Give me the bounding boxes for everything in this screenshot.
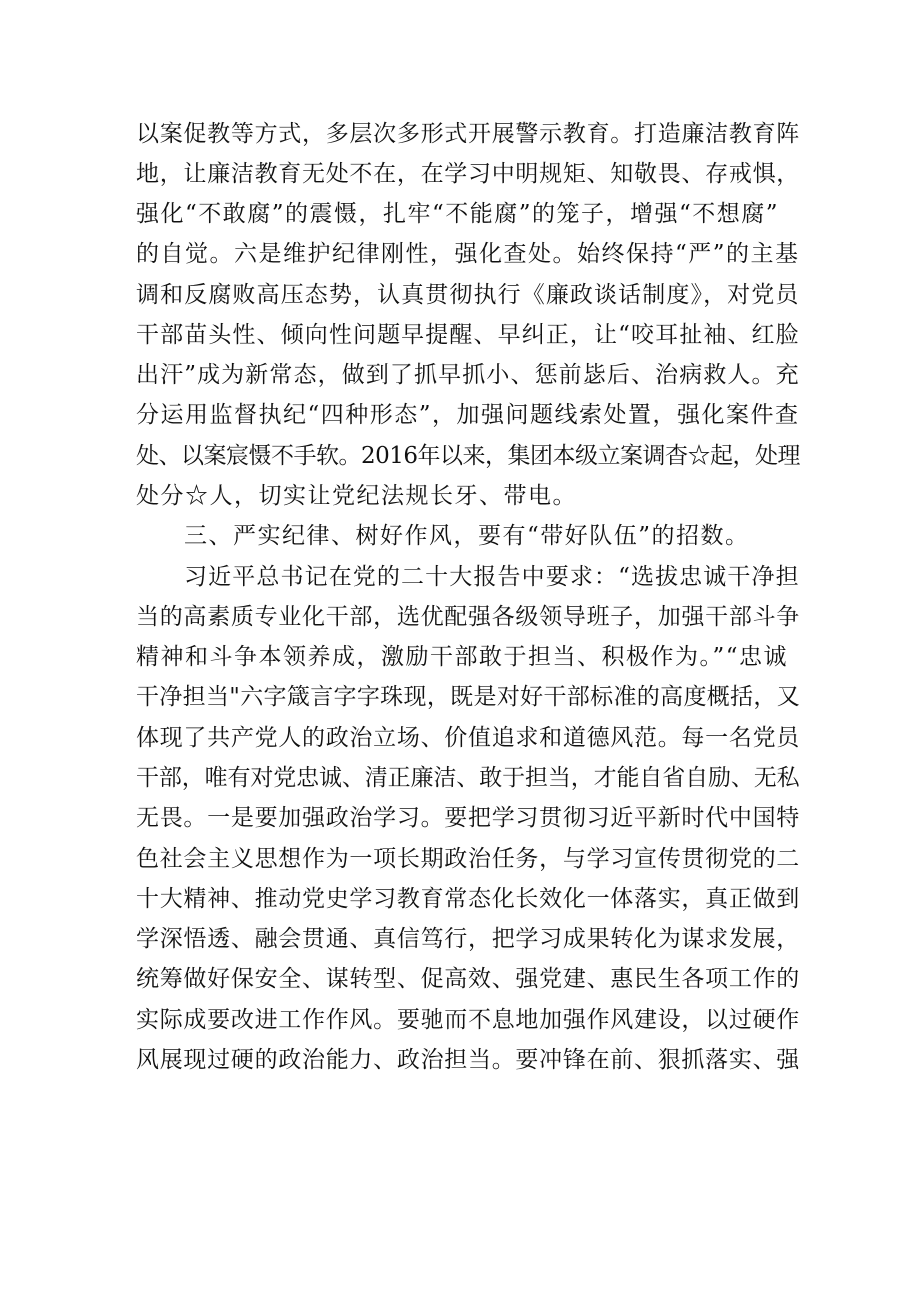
text-line: 的自觉。六是维护纪律刚性，强化查处。始终保持“严”的主基 (136, 241, 800, 267)
text-line: 实际成要改进工作作风。要驰而不息地加强作风建设，以过硬作 (136, 1007, 800, 1033)
text-line: 体现了共产党人的政治立场、价值追求和道德风范。每一名党员 (136, 725, 800, 751)
text-line: 统筹做好保安全、谋转型、促高效、强党建、惠民生各项工作的 (136, 966, 800, 992)
text-line: 色社会主义思想作为一项长期政治任务，与学习宣传贯彻党的二 (136, 846, 800, 872)
text-line: 无畏。一是要加强政治学习。要把学习贯彻习近平新时代中国特 (136, 805, 800, 831)
text-line: 风展现过硬的政治能力、政治担当。要冲锋在前、狠抓落实、强 (136, 1047, 800, 1073)
text-line: 学深悟透、融会贯通、真信笃行，把学习成果转化为谋求发展， (136, 926, 800, 952)
text-line: 当的高素质专业化干部，选优配强各级领导班子，加强干部斗争 (136, 604, 800, 630)
text-line: 处分☆人，切实让党纪法规长牙、带电。 (136, 483, 577, 509)
text-line: 干部，唯有对党忠诚、清正廉洁、敢于担当，才能自省自励、无私 (136, 765, 800, 791)
text-line: 调和反腐败高压态势，认真贯彻执行《廉政谈话制度》，对党员 (136, 282, 800, 308)
text-line: 地，让廉洁教育无处不在，在学习中明规矩、知敬畏、存戒惧， (136, 161, 800, 187)
text-line: 分运用监督执纪“四种形态”，加强问题线索处置，强化案件查 (136, 402, 800, 428)
text-line: 干净担当"六字箴言字字珠现，既是对好干部标准的高度概括，又 (136, 684, 801, 710)
section-heading: 三、严实纪律、树好作风，要有“带好队伍”的招数。 (184, 523, 750, 549)
text-line: 以案促教等方式，多层次多形式开展警示教育。打造廉洁教育阵 (136, 121, 800, 147)
text-line: 出汗”成为新常态，做到了抓早抓小、惩前毖后、治病救人。充 (136, 362, 800, 388)
text-line: 干部苗头性、倾向性问题早提醒、早纠正，让“咬耳扯袖、红脸 (136, 322, 800, 348)
text-line: 十大精神、推动党史学习教育常态化长效化一体落实，真正做到 (136, 886, 800, 912)
text-line: 强化“不敢腐”的震慑，扎牢“不能腐”的笼子，增强“不想腐” (136, 201, 780, 227)
text-line: 处、以案宸慑不手软。2016年以来，集团本级立案调杳☆起，处理 (136, 443, 801, 469)
paragraph-first-line: 习近平总书记在党的二十大报告中要求：“选拔忠诚干净担 (184, 564, 800, 590)
text-line: 精神和斗争本领养成，激励干部敢于担当、积极作为。”“忠诚 (136, 644, 789, 670)
